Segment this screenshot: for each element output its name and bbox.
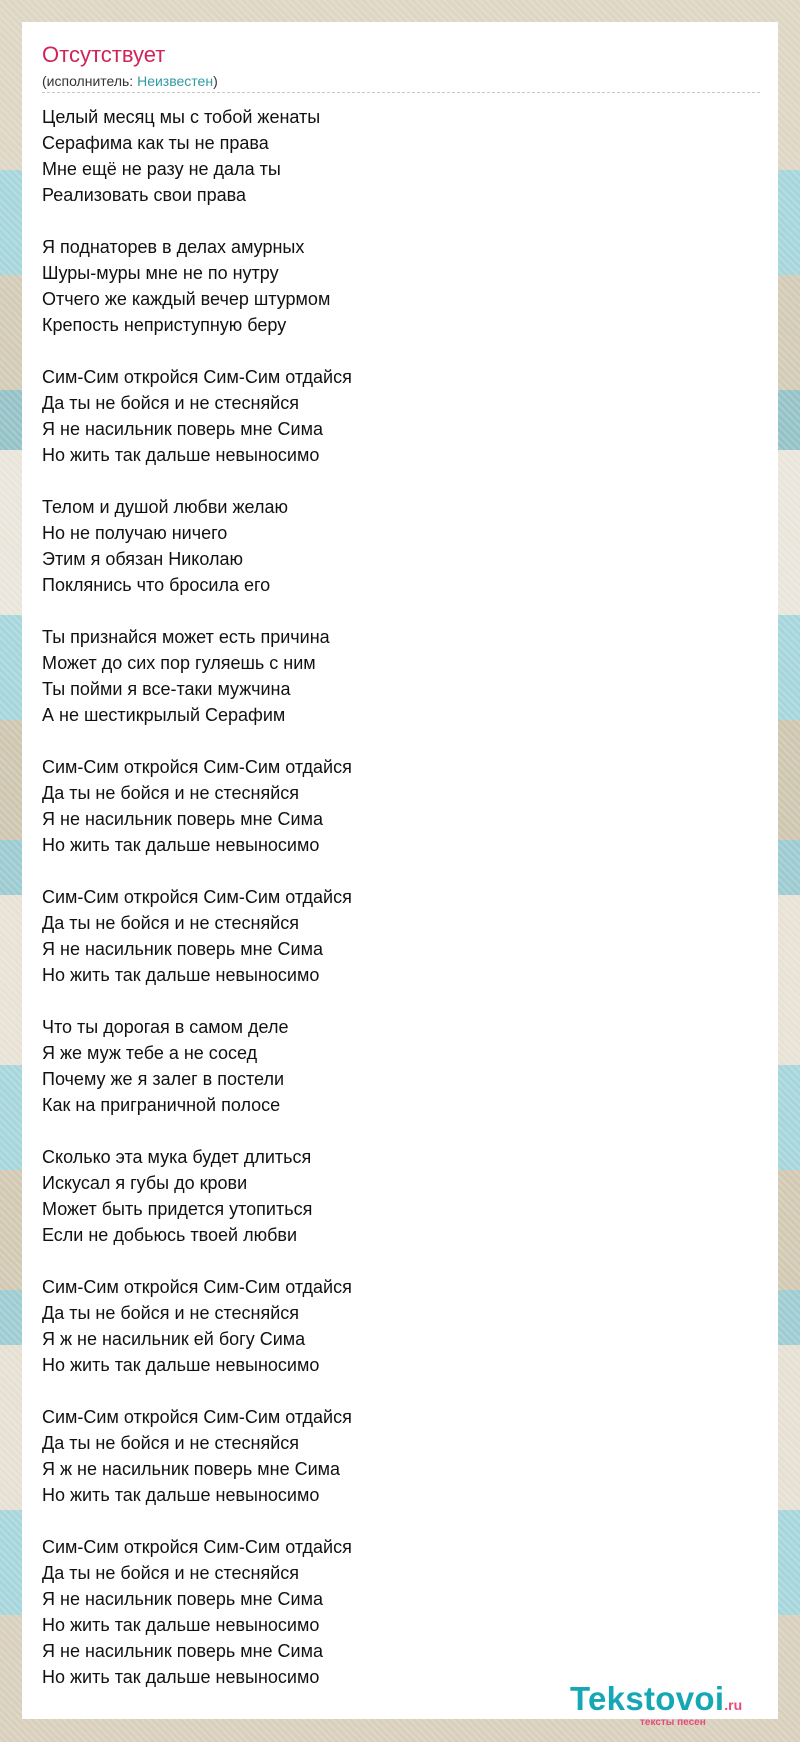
lyrics-line: Я не насильник поверь мне Сима xyxy=(42,1641,323,1661)
lyrics-line: Да ты не бойся и не стесняйся xyxy=(42,1433,300,1453)
lyrics-line: Но жить так дальше невыносимо xyxy=(42,965,320,985)
lyrics-stanza xyxy=(42,364,742,468)
lyrics-stanza xyxy=(42,884,742,988)
lyrics-line: Сколько эта мука будет длиться xyxy=(42,1147,312,1167)
lyrics-line: Мне ещё не разу не дала ты xyxy=(42,159,281,179)
lyrics-stanza xyxy=(42,1014,742,1118)
lyrics-line: Я же муж тебе а не сосед xyxy=(42,1043,258,1063)
lyrics-stanza xyxy=(42,754,742,858)
lyrics-line: Я ж не насильник ей богу Сима xyxy=(42,1329,306,1349)
lyrics-stanza xyxy=(42,1534,742,1690)
lyrics-line: Да ты не бойся и не стесняйся xyxy=(42,393,300,413)
lyrics-line: Ты признайся может есть причина xyxy=(42,627,330,647)
lyrics-line: Сим-Сим откройся Сим-Сим отдайся xyxy=(42,1407,352,1427)
performer-line xyxy=(42,72,218,90)
lyrics-line: Если не добьюсь твоей любви xyxy=(42,1225,298,1245)
lyrics-line: Я поднаторев в делах амурных xyxy=(42,237,305,257)
lyrics-line: Поклянись что бросила его xyxy=(42,575,271,595)
lyrics-line: Но жить так дальше невыносимо xyxy=(42,1355,320,1375)
lyrics-line: Да ты не бойся и не стесняйся xyxy=(42,783,300,803)
lyrics-line: Телом и душой любви желаю xyxy=(42,497,288,517)
lyrics-line: Что ты дорогая в самом деле xyxy=(42,1017,289,1037)
lyrics-stanza xyxy=(42,624,742,728)
song-title: Отсутствует xyxy=(42,42,166,67)
lyrics-line: Но жить так дальше невыносимо xyxy=(42,1485,320,1505)
lyrics-stanza xyxy=(42,234,742,338)
lyrics-line: Сим-Сим откройся Сим-Сим отдайся xyxy=(42,1277,352,1297)
lyrics-line: Крепость неприступную беру xyxy=(42,315,287,335)
lyrics-line: Но жить так дальше невыносимо xyxy=(42,445,320,465)
lyrics-line: Как на приграничной полосе xyxy=(42,1095,281,1115)
lyrics-line: Сим-Сим откройся Сим-Сим отдайся xyxy=(42,1537,352,1557)
logo-name: Tekstovoi xyxy=(570,1680,725,1717)
logo-domain: .ru xyxy=(724,1697,743,1713)
site-logo[interactable] xyxy=(570,1680,770,1728)
logo-tagline: тексты песен xyxy=(640,1717,706,1728)
lyrics-line: Да ты не бойся и не стесняйся xyxy=(42,913,300,933)
lyrics-line: Но жить так дальше невыносимо xyxy=(42,1667,320,1687)
lyrics-line: Сим-Сим откройся Сим-Сим отдайся xyxy=(42,367,352,387)
lyrics-line: Серафима как ты не права xyxy=(42,133,269,153)
lyrics-line: Да ты не бойся и не стесняйся xyxy=(42,1563,300,1583)
lyrics-stanza xyxy=(42,1404,742,1508)
title-divider xyxy=(42,92,760,93)
lyrics-line: Сим-Сим откройся Сим-Сим отдайся xyxy=(42,757,352,777)
lyrics-stanza xyxy=(42,1274,742,1378)
lyrics-line: Искусал я губы до крови xyxy=(42,1173,248,1193)
lyrics-line: Может быть придется утопиться xyxy=(42,1199,313,1219)
lyrics-line: Почему же я залег в постели xyxy=(42,1069,284,1089)
lyrics-line: Я не насильник поверь мне Сима xyxy=(42,419,323,439)
performer-suffix: ) xyxy=(213,73,218,89)
lyrics-stanza xyxy=(42,1144,742,1248)
lyrics-line: Этим я обязан Николаю xyxy=(42,549,243,569)
performer-prefix: (исполнитель: xyxy=(42,73,138,89)
lyrics-stanza xyxy=(42,104,742,208)
lyrics-line: А не шестикрылый Серафим xyxy=(42,705,286,725)
lyrics-line: Шуры-муры мне не по нутру xyxy=(42,263,279,283)
lyrics-line: Может до сих пор гуляешь с ним xyxy=(42,653,316,673)
lyrics-line: Но жить так дальше невыносимо xyxy=(42,835,320,855)
lyrics-line: Я не насильник поверь мне Сима xyxy=(42,1589,323,1609)
lyrics-line: Я не насильник поверь мне Сима xyxy=(42,939,323,959)
lyrics-line: Я не насильник поверь мне Сима xyxy=(42,809,323,829)
lyrics-line: Сим-Сим откройся Сим-Сим отдайся xyxy=(42,887,352,907)
lyrics-text xyxy=(42,104,742,1716)
lyrics-line: Но жить так дальше невыносимо xyxy=(42,1615,320,1635)
lyrics-stanza xyxy=(42,494,742,598)
lyrics-line: Целый месяц мы с тобой женаты xyxy=(42,107,321,127)
performer-link[interactable]: Неизвестен xyxy=(137,73,214,89)
lyrics-line: Реализовать свои права xyxy=(42,185,247,205)
lyrics-card xyxy=(22,22,778,1719)
lyrics-line: Но не получаю ничего xyxy=(42,523,228,543)
lyrics-line: Да ты не бойся и не стесняйся xyxy=(42,1303,300,1323)
lyrics-line: Ты пойми я все-таки мужчина xyxy=(42,679,291,699)
lyrics-line: Отчего же каждый вечер штурмом xyxy=(42,289,331,309)
lyrics-line: Я ж не насильник поверь мне Сима xyxy=(42,1459,341,1479)
